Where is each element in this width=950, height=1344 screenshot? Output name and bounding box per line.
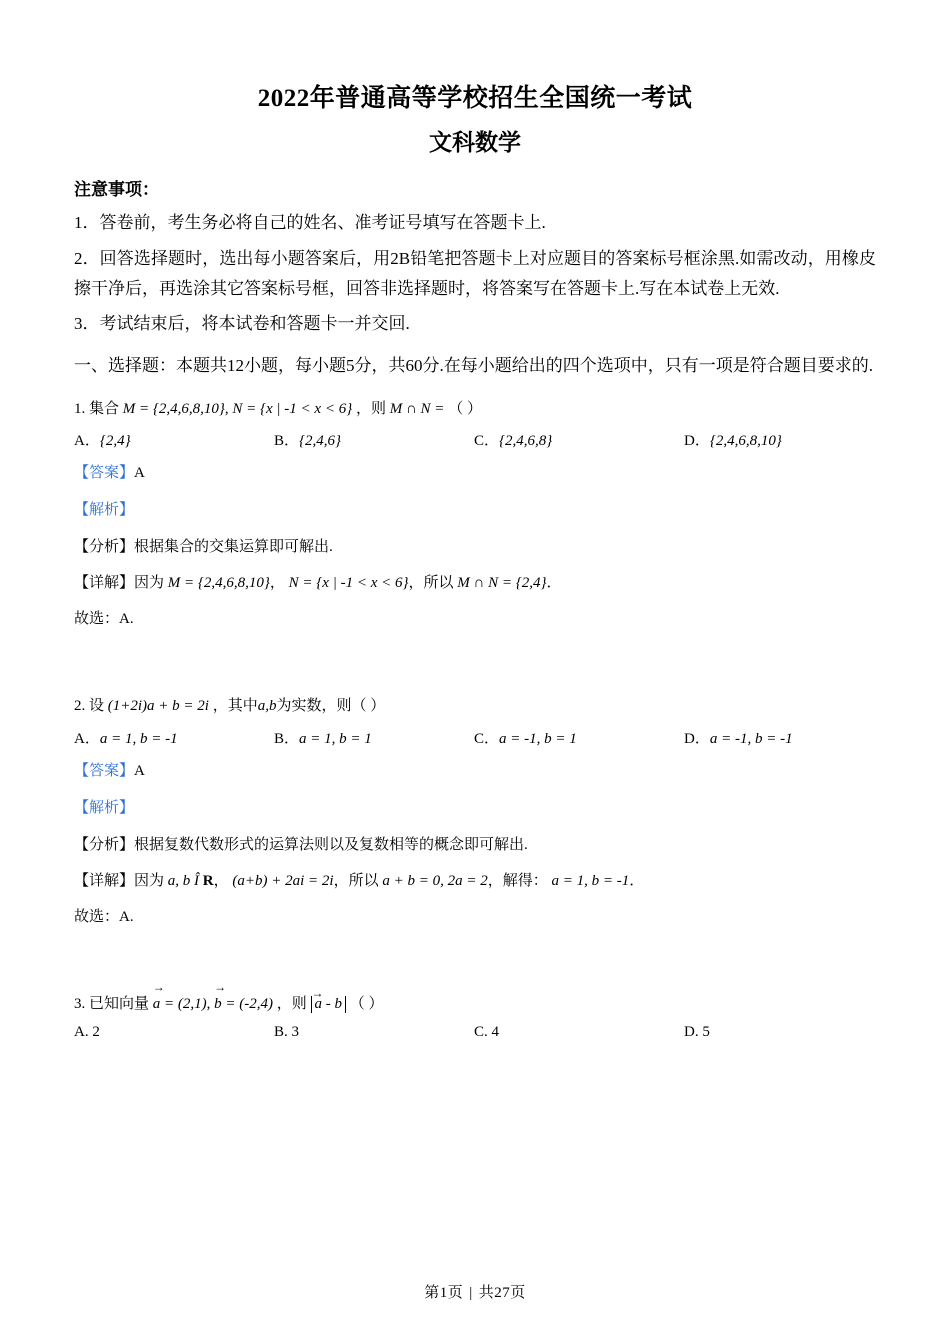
comma-3: , [206, 995, 211, 1012]
fenxi-tag: 【分析】 [74, 539, 135, 556]
question-3-options [74, 1024, 876, 1041]
question-2-stem-prefix: 设 [89, 698, 105, 715]
page-footer [0, 1281, 950, 1302]
xiangjie-text-2: ， [213, 872, 229, 889]
question-1-number: 1. [74, 400, 86, 417]
question-gap-2 [74, 940, 876, 976]
option-label: A． [74, 433, 100, 450]
option-label: A. [74, 1024, 93, 1041]
option-text: 3 [291, 1024, 300, 1041]
option-text: 2 [92, 1024, 100, 1041]
xiangjie-text-1: 因为 [134, 575, 165, 592]
option-label: D． [684, 730, 710, 747]
xiangjie-text-2: ， [269, 575, 285, 592]
xiangjie-text-5: ． [629, 872, 645, 889]
question-2-choose: 故选：A. [74, 908, 134, 925]
question-gap-1 [74, 642, 876, 678]
notice-heading: 注意事项： [74, 180, 159, 199]
footer-page-current: 第1页 [424, 1285, 464, 1301]
fenxi-tag: 【分析】 [74, 836, 135, 853]
xiangjie-math-1b: R [202, 872, 214, 889]
question-2-option-b[interactable] [274, 727, 474, 748]
question-3-stem-prefix: 已知向量 [89, 995, 150, 1012]
question-2-math-2: a,b [257, 698, 277, 715]
question-1-option-d[interactable] [684, 429, 782, 450]
question-2-stem-mid2: 为实数，则（ ） [276, 698, 386, 715]
option-label: B． [274, 730, 300, 747]
answer-value: A [134, 762, 145, 779]
xiangjie-text-3: ，所以 [408, 575, 454, 592]
xiangjie-text-1: 因为 [134, 872, 165, 889]
question-3-math-1b: b = (-2,4) → [214, 990, 273, 1019]
analysis-tag: 【解析】 [74, 799, 135, 816]
question-2-math-1: (1+2i)a + b = 2i [107, 698, 209, 715]
question-3-option-d[interactable] [684, 1024, 710, 1041]
option-text: a = -1, b = 1 [499, 730, 577, 747]
xiangjie-math-1: M = {2,4,6,8,10} [167, 575, 270, 592]
analysis-tag: 【解析】 [74, 502, 135, 519]
question-2-analysis-tag [74, 795, 876, 822]
question-1-option-b[interactable] [274, 429, 474, 450]
notice-item-3: 3．考试结束后，将本试卷和答题卡一并交回. [74, 314, 410, 334]
question-1-stem-prefix: 集合 [89, 400, 120, 417]
answer-tag: 【答案】 [74, 762, 135, 779]
option-label: B． [274, 433, 300, 450]
question-3-stem [74, 990, 876, 1019]
fenxi-text: 根据集合的交集运算即可解出. [134, 539, 333, 556]
xiangjie-tag: 【详解】 [74, 872, 135, 889]
xiangjie-tag: 【详解】 [74, 575, 135, 592]
question-1-option-a[interactable] [74, 429, 274, 450]
option-text: {2,4,6} [299, 433, 342, 450]
option-text: {2,4} [99, 433, 131, 450]
question-3-math-2: a - b → [311, 996, 347, 1013]
option-label: C. [474, 1024, 492, 1041]
question-3-option-b[interactable] [274, 1024, 474, 1041]
option-text: a = 1, b = -1 [99, 730, 178, 747]
option-label: C． [474, 730, 500, 747]
question-2-option-d[interactable] [684, 727, 793, 748]
option-label: D. [684, 1024, 703, 1041]
question-1-stem-mid: ，则 [355, 400, 386, 417]
answer-tag: 【答案】 [74, 465, 135, 482]
question-1-xiangjie [74, 570, 876, 597]
xiangjie-math-2: N = {x | -1 < x < 6} [288, 575, 409, 592]
option-label: D． [684, 433, 710, 450]
footer-page-total: 共27页 [478, 1285, 526, 1301]
question-3-stem-mid: ，则 [276, 995, 307, 1012]
question-2-stem [74, 692, 876, 721]
question-2-option-a[interactable] [74, 727, 274, 748]
question-1-fenxi [74, 534, 876, 561]
question-1-analysis-tag [74, 497, 876, 524]
question-2-stem-mid: ，其中 [212, 698, 258, 715]
xiangjie-math-3: M ∩ N = {2,4} [457, 575, 547, 592]
xiangjie-math-4: a = 1, b = -1 [551, 872, 630, 889]
option-text: {2,4,6,8,10} [709, 433, 782, 450]
option-text: {2,4,6,8} [499, 433, 553, 450]
option-text: 4 [491, 1024, 500, 1041]
xiangjie-text-4: ，解得： [487, 872, 548, 889]
page-title: 2022年普通高等学校招生全国统一考试 [257, 85, 693, 112]
xiangjie-math-1: a, b Î [167, 872, 200, 889]
question-1-stem [74, 395, 876, 424]
footer-separator: | [469, 1285, 473, 1301]
section-heading: 一、选择题：本题共12小题，每小题5分，共60分.在每小题给出的四个选项中，只有一项是符合题目要求的. [74, 356, 873, 375]
option-text: a = -1, b = -1 [709, 730, 793, 747]
question-2-xiangjie [74, 868, 876, 895]
question-1-choose: 故选：A. [74, 611, 134, 628]
xiangjie-text-3: ，所以 [333, 872, 379, 889]
page-subtitle: 文科数学 [429, 130, 521, 155]
question-2-option-c[interactable] [474, 727, 684, 748]
fenxi-text: 根据复数代数形式的运算法则以及复数相等的概念即可解出. [134, 836, 528, 853]
question-3-paren: （ ） [349, 995, 384, 1012]
option-label: B. [274, 1024, 292, 1041]
notice-item-2: 2．回答选择题时，选出每小题答案后，用2B铅笔把答题卡上对应题目的答案标号框涂黑.如需改动，用橡皮擦干净后，再选涂其它答案标号框，回答非选择题时，将答案写在答题卡上.写在本试卷上无效. [74, 248, 876, 298]
option-label: A． [74, 730, 100, 747]
question-1-math-3: M ∩ N = [389, 400, 445, 417]
question-1-answer [74, 460, 876, 487]
xiangjie-math-2: (a+b) + 2ai = 2i [232, 872, 334, 889]
question-2-options [74, 727, 876, 748]
question-3-math-1: a = (2,1) → [153, 990, 207, 1019]
question-3-option-a[interactable] [74, 1024, 274, 1041]
option-text: 5 [702, 1024, 710, 1041]
question-2-number: 2. [74, 698, 86, 715]
question-1-math-1: M = {2,4,6,8,10} [122, 400, 225, 417]
question-1-option-c[interactable] [474, 429, 684, 450]
comma-1: , [224, 400, 229, 417]
question-1-math-2: N = {x | -1 < x < 6} [232, 400, 353, 417]
option-text: a = 1, b = 1 [299, 730, 372, 747]
question-2-fenxi [74, 832, 876, 859]
question-2-answer [74, 758, 876, 785]
xiangjie-text-4: ． [546, 575, 562, 592]
question-3-option-c[interactable] [474, 1024, 684, 1041]
question-1-options [74, 429, 876, 450]
question-1-paren: （ ） [448, 400, 482, 417]
answer-value: A [134, 465, 145, 482]
question-3-number: 3. [74, 995, 86, 1012]
xiangjie-math-3: a + b = 0, 2a = 2 [382, 872, 488, 889]
notice-item-1: 1．答卷前，考生务必将自己的姓名、准考证号填写在答题卡上. [74, 213, 546, 232]
option-label: C． [474, 433, 500, 450]
